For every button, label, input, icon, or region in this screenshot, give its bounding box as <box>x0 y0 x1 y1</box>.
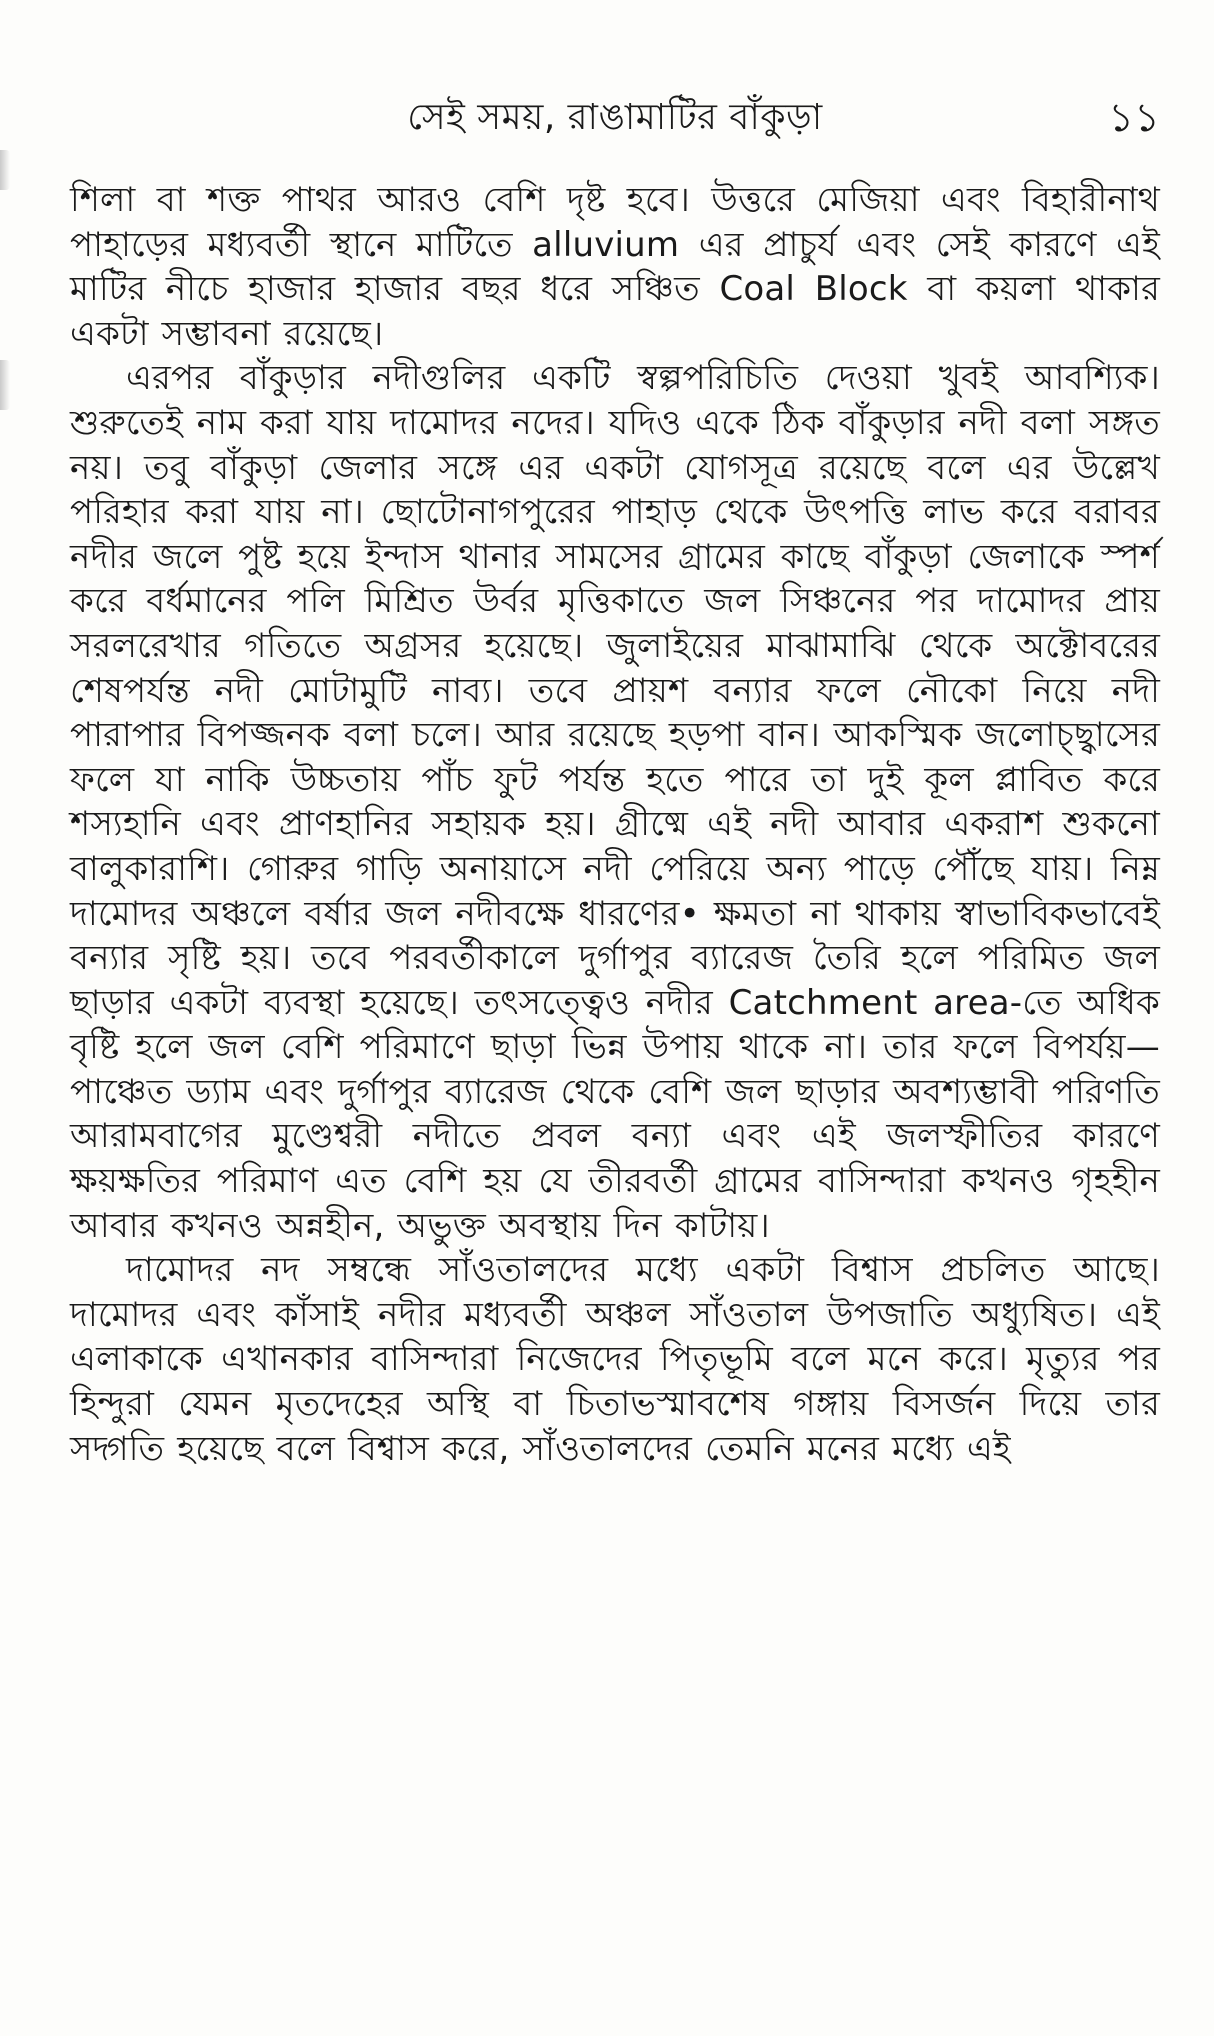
paragraph-rivers: এরপর বাঁকুড়ার নদীগুলির একটি স্বল্পপরিচিতি দেওয়া খুবই আবশ্যিক। শুরুতেই নাম করা যায় দামোদর নদের। যদিও একে ঠিক বাঁকুড়ার নদী বলা সঙ্গত নয়। তবু বাঁকুড়া জেলার সঙ্গে এর একটা যোগসূত্র রয়েছে বলে এর উল্লেখ পরিহার করা যায় না। ছোটোনাগপুরের পাহাড় থেকে উৎপত্তি লাভ করে বরাবর নদীর জলে পুষ্ট হয়ে ইন্দাস থানার সামসের গ্রামের কাছে বাঁকুড়া জেলাকে স্পর্শ করে বর্ধমানের পলি মিশ্রিত উর্বর মৃত্তিকাতে জল সিঞ্চনের পর দামোদর প্রায় সরলরেখার গতিতে অগ্রসর হয়েছে। জুলাইয়ের মাঝামাঝি থেকে অক্টোবরের শেষপর্যন্ত নদী মোটামুটি নাব্য। তবে প্রায়শ বন্যার ফলে নৌকো নিয়ে নদী পারাপার বিপজ্জনক বলা চলে। আর রয়েছে হড়পা বান। আকস্মিক জলোচ্ছ্বাসের ফলে যা নাকি উচ্চতায় পাঁচ ফুট পর্যন্ত হতে পারে তা দুই কূল প্লাবিত করে শস্যহানি এবং প্রাণহানির সহায়ক হয়। গ্রীষ্মে এই নদী আবার একরাশ শুকনো বালুকারাশি। গোরুর গাড়ি অনায়াসে নদী পেরিয়ে অন্য পাড়ে পৌঁছে যায়। নিম্ন দামোদর অঞ্চলে বর্ষার জল নদীবক্ষে ধারণের• ক্ষমতা না থাকায় স্বাভাবিকভাবেই বন্যার সৃষ্টি হয়। তবে পরবর্তীকালে দুর্গাপুর ব্যারেজ তৈরি হলে পরিমিত জল ছাড়ার একটা ব্যবস্থা হয়েছে। তৎসত্ত্বেও নদীর Catchment area-তে অধিক বৃষ্টি হলে জল বেশি পরিমাণে ছাড়া ভিন্ন উপায় থাকে না। তার ফলে বিপর্যয়—পাঞ্চেত ড্যাম এবং দুর্গাপুর ব্যারেজ থেকে বেশি জল ছাড়ার অবশ্যম্ভাবী পরিণতি আরামবাগের মুণ্ডেশ্বরী নদীতে প্রবল বন্যা এবং এই জলস্ফীতির কারণে ক্ষয়ক্ষতির পরিমাণ এত বেশি হয় যে তীরবর্তী গ্রামের বাসিন্দারা কখনও গৃহহীন আবার কখনও অন্নহীন, অভুক্ত অবস্থায় দিন কাটায়। <box>70 358 1160 1246</box>
page-number: ১১ <box>1108 95 1160 141</box>
page-edge-shadow-top <box>0 150 10 190</box>
body-text <box>70 178 1160 1471</box>
page-edge-shadow-middle <box>0 360 10 410</box>
paragraph-santal-belief: দামোদর নদ সম্বন্ধে সাঁওতালদের মধ্যে একটা বিশ্বাস প্রচলিত আছে। দামোদর এবং কাঁসাই নদীর মধ্যবর্তী অঞ্চল সাঁওতাল উপজাতি অধ্যুষিত। এই এলাকাকে এখানকার বাসিন্দারা নিজেদের পিতৃভূমি বলে মনে করে। মৃত্যুর পর হিন্দুরা যেমন মৃতদেহের অস্থি বা চিতাভস্মাবশেষ গঙ্গায় বিসর্জন দিয়ে তার সদ্গতি হয়েছে বলে বিশ্বাস করে, সাঁওতালদের তেমনি মনের মধ্যে এই <box>70 1250 1160 1469</box>
page-header <box>70 88 1160 148</box>
running-title: সেই সময়, রাঙামাটির বাঁকুড়া <box>407 97 823 138</box>
paragraph-continuation: শিলা বা শক্ত পাথর আরও বেশি দৃষ্ট হবে। উত্তরে মেজিয়া এবং বিহারীনাথ পাহাড়ের মধ্যবর্তী স্থানে মাটিতে alluvium এর প্রাচুর্য এবং সেই কারণে এই মাটির নীচে হাজার হাজার বছর ধরে সঞ্চিত Coal Block বা কয়লা থাকার একটা সম্ভাবনা রয়েছে। <box>70 180 1160 354</box>
